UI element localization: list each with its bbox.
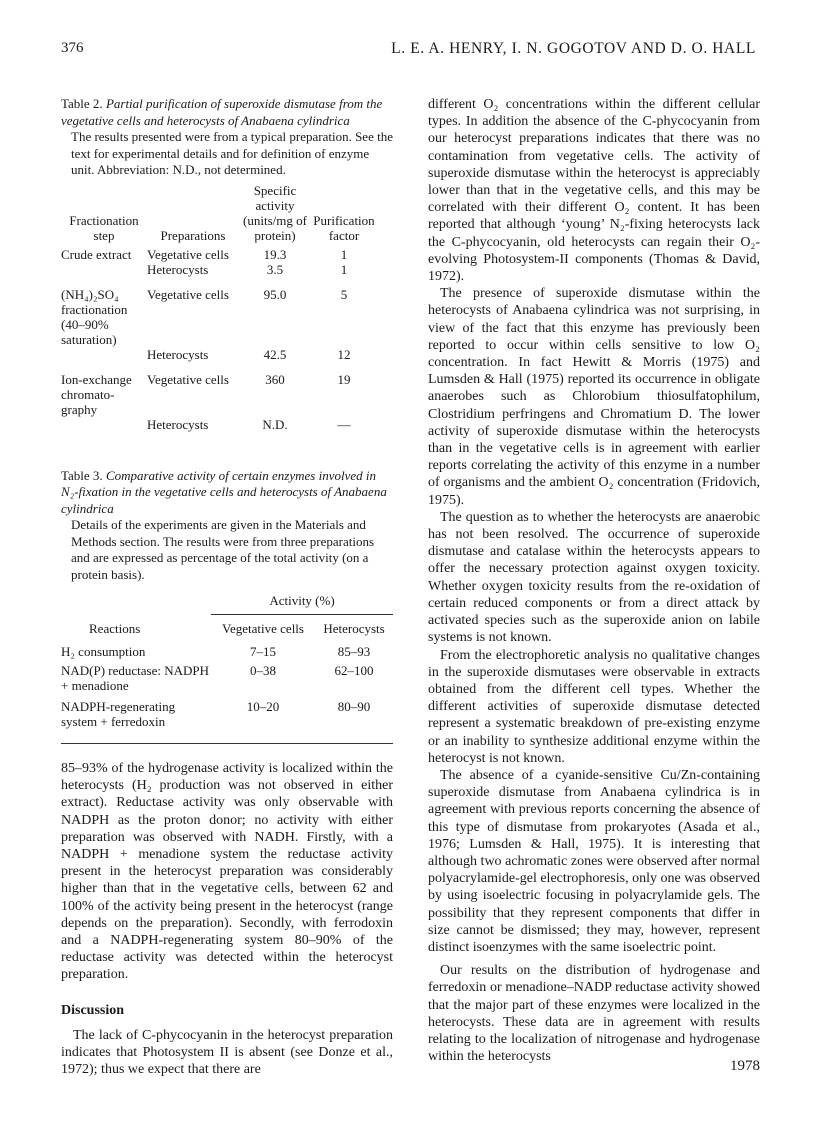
table2-cell: 95.0: [263, 286, 287, 302]
body-paragraph: From the electrophoretic analysis no qualitative changes in the superoxide dismutases were observable in extracts obtained from the different cell types. Whether the different activities of superoxide dismutase detected represent a systematic breakdown of pre-existing enzyme or an inability to synthesize additional enzyme within the heterocyst is not known.: [428, 647, 760, 766]
table3-caption: [61, 468, 393, 518]
table3-activity-header: Activity (%): [211, 593, 393, 615]
table2-cell: 1: [340, 261, 348, 277]
table-row: [61, 347, 377, 362]
table2-cell: 12: [337, 346, 351, 362]
table2-title: Partial purification of superoxide dismutase from the vegetative cells and heterocysts of Anabaena cylindrica: [61, 96, 383, 128]
table2-cell: N.D.: [262, 416, 288, 432]
table-row: [61, 642, 393, 661]
table3-cell: 80–90: [337, 699, 371, 714]
table2-label: Table 2.: [61, 96, 103, 111]
table3-cell: 7–15: [250, 644, 277, 659]
table-row: [61, 262, 377, 277]
page-number: 376: [61, 40, 84, 56]
left-column: [61, 96, 393, 1078]
table3-label: Table 3.: [61, 467, 103, 483]
body-paragraph: The presence of superoxide dismutase within the heterocysts of Anabaena cylindrica was not surprising, in view of the fact that this enzyme has previously been reported to occur within cells sensitive to low O₂ concentration. In fact Hewitt & Morris (1975) and Lumsden & Hall (1975) reported its occurrence in obligate anaerobes such as Chlorobium thiosulfatophilum, Clostridium perfringens and Chromatium D. The lower activity of superoxide dismutase within the heterocysts than in the vegetative cells is in agreement with earlier reports correlating the activity of this enzyme in a number of organisms and the ambient O₂ concentration (Fridovich, 1975).: [428, 286, 760, 508]
table3-cell: 85–93: [337, 644, 371, 659]
table2-col-factor: Purification factor: [313, 212, 375, 243]
table2-header-row: [61, 183, 377, 247]
table2-description: The results presented were from a typical preparation. See the text for experimental details and for definition of enzyme unit. Abbreviation: N.D., not determined.: [71, 129, 393, 177]
table3-cell: 62–100: [334, 663, 374, 678]
table3-description: Details of the experiments are given in the Materials and Methods section. The results were from three preparations and are expressed as percentage of the total activity (on a protein basis).: [71, 517, 374, 582]
table2-col-prep: Preparations: [160, 227, 226, 243]
table2-cell: 19: [337, 371, 351, 387]
table2-cell: 5: [340, 286, 348, 302]
table2-cell: 1: [340, 246, 348, 262]
table3-cell: 10–20: [246, 699, 280, 714]
table2-cell: Ion-exchange chromato-graphy: [61, 371, 132, 417]
table3-cell: 0–38: [250, 663, 277, 678]
table3-cell: NAD(P) reductase: NADPH + menadione: [61, 663, 210, 693]
body-paragraph: The lack of C-phycocyanin in the heterocyst preparation indicates that Photosystem II is absent (see Donze et al., 1972); thus we expect that there are: [61, 1027, 393, 1078]
table3-col-het: Heterocysts: [323, 621, 385, 636]
left-body-text: [61, 760, 393, 1078]
table2-cell: [61, 262, 147, 277]
table2-cell: —: [337, 416, 351, 432]
body-paragraph: Our results on the distribution of hydrogenase and ferredoxin or menadione–NADP reductase activity showed that the major part of these enzymes were localized in the heterocysts. These data are in agreement with results relating to the localization of nitrogenase and hydrogenase within the heterocysts: [428, 963, 760, 1065]
right-body-text: [428, 96, 760, 1065]
table-row: [61, 247, 377, 262]
table2-cell: 19.3: [263, 246, 287, 262]
table2: [61, 183, 377, 432]
body-paragraph: 85–93% of the hydrogenase activity is localized within the heterocysts (H₂ production was not observed in either extract). Reductase activity was only observable with NADPH as the proton donor; no activity with either preparation was observed with NADH. Firstly, with a NADPH + menadione system the reductase activity present in the heterocyst preparation was considerably higher than that in the vegetative cells, between 62 and 100% of the activity being present in the heterocyst (range depends on the preparation). Secondly, with ferrodoxin and a NADPH-regenerating system 80–90% of the reductase activity was detected within the heterocyst preparation.: [61, 761, 393, 983]
table2-cell: [61, 347, 147, 362]
table3-group-header-row: [61, 593, 393, 615]
body-paragraph: The absence of a cyanide-sensitive Cu/Zn-containing superoxide dismutase from Anabaena cylindrica is in agreement with previous reports concerning the absence of this type of dismutase from prokaryotes (Asada et al., 1976; Lumsden & Hall, 1975). It is interesting that although two achromatic zones were observed after normal polyacrylamide-gel electrophoresis, only one was observed by using isoelectric focusing in polyacrylamide gels. The possibility that they represent components that differ in size cannot be dismissed; they may, however, represent distinct isoenzymes with the same isoelectric point.: [428, 767, 761, 955]
table2-cell: Heterocysts: [147, 416, 209, 432]
section-heading-discussion: Discussion: [61, 1002, 125, 1018]
table3-title: Comparative activity of certain enzymes involved in N₂-fixation in the vegetative cells and heterocysts of Anabaena cylindrica: [61, 467, 387, 516]
table2-cell: Crude extract: [61, 246, 132, 262]
table3-header-row: [61, 615, 393, 643]
table2-cell: (NH₄)₂SO₄ fractionation (40–90% saturation): [61, 286, 128, 347]
table2-cell: 3.5: [266, 261, 284, 277]
table-row: [61, 277, 377, 347]
body-paragraph: different O₂ concentrations within the different cellular types. In addition the absence of the C-phycocyanin from our heterocyst preparations indicates that there was no contamination from vegetative cells. The activity of superoxide dismutase within the heterocyst is appreciably lower than that in the vegetative cells, and this may be correlated with their different O₂ content. It has been reported that although ‘young’ N₂-fixing heterocysts lack the C-phycocyanin, old heterocysts can regain their O₂-evolving Photosystem-II components (Thomas & David, 1972).: [428, 97, 760, 285]
table2-cell: Vegetative cells: [147, 246, 229, 262]
table-row: [61, 695, 393, 743]
table3-cell: NADPH-regenerating system + ferredoxin: [61, 699, 176, 729]
table3-col-veg: Vegetative cells: [222, 621, 304, 636]
table-row: [61, 661, 393, 695]
table3: [61, 593, 393, 743]
table2-cell: Heterocysts: [147, 346, 209, 362]
body-paragraph: The question as to whether the heterocysts are anaerobic has not been resolved. The occurrence of superoxide dismutase and catalase within the heterocysts appears to offer the necessary protection against oxygen toxicity. Whether oxygen toxicity results from the re-oxidation of certain reduced components or from a direct attack by activated species such as the superoxide anion on labile systems is not known.: [428, 509, 760, 646]
table2-col-activity: Specific activity (units/mg of protein): [243, 182, 307, 243]
table2-cell: [61, 417, 147, 432]
table2-cell: Heterocysts: [147, 261, 209, 277]
table3-cell: H₂ consumption: [61, 644, 146, 659]
right-column: [428, 96, 760, 1065]
footer-year: 1978: [730, 1058, 760, 1074]
table2-cell: 42.5: [263, 346, 287, 362]
table-row: [61, 362, 377, 417]
table2-cell: Vegetative cells: [147, 286, 229, 302]
table2-cell: Vegetative cells: [147, 371, 229, 387]
table2-caption: [61, 96, 393, 129]
running-head-authors: L. E. A. HENRY, I. N. GOGOTOV AND D. O. HALL: [391, 40, 756, 57]
table2-col-step: Fractionation step: [69, 212, 139, 243]
table3-col-reactions: Reactions: [89, 620, 141, 636]
table-row: [61, 417, 377, 432]
table2-cell: 360: [265, 371, 285, 387]
